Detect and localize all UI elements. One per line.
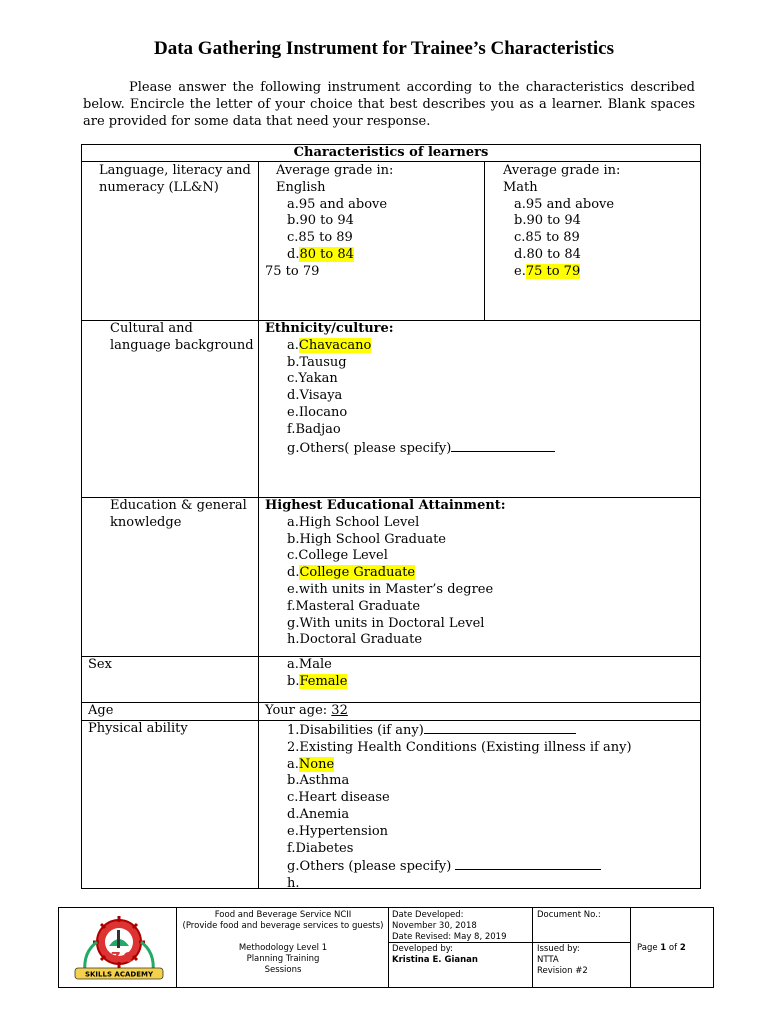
education-list: Highest Educational Attainment: a.High School Level b.High School Graduate c.College Level d.College Graduate e.with units in Master’s degree f.Masteral Graduate g.With units in Doctoral Level h.Doctoral Graduate	[265, 498, 506, 648]
specify-blank[interactable]	[451, 439, 555, 452]
sex-option-b[interactable]: b.Female	[287, 673, 348, 689]
table-header: Characteristics of learners	[293, 145, 489, 160]
ethnicity-option-c[interactable]: c.Yakan	[287, 371, 338, 387]
english-extra: 75 to 79	[265, 263, 320, 279]
ethnicity-option-a[interactable]: a.Chavacano	[287, 337, 372, 353]
intro-paragraph: Please answer the following instrument according to the characteristics described below. Encircle the letter of your choice that best describes you as a learner. Blank spaces are provided for some data that need your response.	[83, 80, 695, 129]
education-option-b[interactable]: b.High School Graduate	[287, 531, 447, 547]
logo-icon	[65, 912, 173, 984]
sex-option-a[interactable]: a.Male	[287, 657, 332, 672]
education-option-f[interactable]: f.Masteral Graduate	[287, 598, 421, 614]
page-title: Data Gathering Instrument for Trainee’s Characteristics	[154, 38, 614, 59]
physical-list	[265, 721, 632, 893]
selected-highlight: None	[298, 756, 335, 772]
age-value[interactable]: 32	[331, 703, 348, 718]
math-option-d[interactable]: d.80 to 84	[514, 246, 581, 262]
education-option-d[interactable]: d.College Graduate	[287, 565, 416, 581]
ethnicity-option-g[interactable]: g.Others( please specify)	[265, 439, 555, 458]
math-option-b[interactable]: b.90 to 94	[514, 213, 581, 229]
table-border	[81, 656, 701, 657]
disabilities-blank[interactable]	[424, 721, 576, 734]
ethnicity-list: Ethnicity/culture: a.Chavacano b.Tausug c.Yakan d.Visaya e.Ilocano f.Badjao g.Others( please specify)	[265, 321, 555, 457]
physical-item-2: 2.Existing Health Conditions (Existing illness if any)	[287, 739, 632, 755]
health-option-a[interactable]: a.None	[287, 756, 335, 772]
health-option-d[interactable]: d.Anemia	[287, 806, 350, 822]
table-column-divider	[484, 161, 485, 321]
sex-label: Sex	[88, 657, 112, 672]
sex-list	[265, 657, 347, 691]
math-option-c[interactable]: c.85 to 89	[514, 230, 580, 246]
selected-highlight: 75 to 79	[525, 263, 581, 279]
education-option-c[interactable]: c.College Level	[287, 548, 388, 564]
physical-item-1: 1.Disabilities (if any)	[265, 721, 632, 740]
document-info: Document No.: Issued by: NTTA Revision #2	[532, 908, 631, 987]
education-option-e[interactable]: e.with units in Master’s degree	[287, 581, 494, 597]
education-option-g[interactable]: g.With units in Doctoral Level	[287, 615, 485, 631]
llnl-label: Language, literacy and numeracy (LL&N)	[99, 163, 251, 195]
selected-highlight: College Graduate	[299, 565, 416, 581]
table-column-divider	[258, 161, 259, 889]
specify-blank[interactable]	[455, 857, 601, 870]
svg-text:SKILLS ACADEMY: SKILLS ACADEMY	[84, 970, 154, 979]
svg-text:Z: Z	[111, 951, 121, 966]
physical-label: Physical ability	[88, 721, 188, 736]
skills-academy-logo	[65, 912, 173, 984]
ethnicity-option-f[interactable]: f.Badjao	[287, 421, 341, 437]
svg-text:C: C	[123, 951, 133, 966]
table-border-left	[81, 144, 82, 889]
education-option-a[interactable]: a.High School Level	[287, 514, 420, 530]
math-option-e[interactable]: e.75 to 79	[514, 263, 581, 279]
health-option-f[interactable]: f.Diabetes	[287, 840, 354, 856]
age-field: Your age: 32	[265, 703, 348, 718]
math-option-a[interactable]: a.95 and above	[514, 196, 615, 212]
english-option-a[interactable]: a.95 and above	[287, 196, 388, 212]
age-label: Age	[88, 703, 114, 718]
english-option-b[interactable]: b.90 to 94	[287, 213, 354, 229]
english-grade-list: Average grade in: English a.95 and above b.90 to 94 c.85 to 89 d.80 to 84 75 to 79	[265, 163, 394, 279]
health-option-g[interactable]: g.Others (please specify)	[265, 857, 632, 876]
culture-label: Cultural and language background	[110, 321, 254, 353]
selected-highlight: Female	[299, 673, 348, 689]
health-option-h[interactable]: h.	[287, 876, 300, 892]
ethnicity-option-e[interactable]: e.Ilocano	[287, 404, 348, 420]
education-label: Education & general knowledge	[110, 498, 247, 530]
selected-highlight: 80 to 84	[299, 246, 354, 262]
selected-highlight: Chavacano	[298, 337, 372, 353]
health-option-e[interactable]: e.Hypertension	[287, 823, 389, 839]
page-number: Page 1 of 2	[630, 908, 714, 987]
health-option-c[interactable]: c.Heart disease	[287, 790, 390, 806]
education-option-h[interactable]: h.Doctoral Graduate	[287, 632, 423, 648]
course-info: Food and Beverage Service NCII (Provide food and beverage services to guests) Methodology Level 1 Planning Training Sessions	[176, 908, 389, 987]
ethnicity-option-d[interactable]: d.Visaya	[287, 388, 343, 404]
table-border	[81, 702, 701, 703]
ethnicity-option-b[interactable]: b.Tausug	[287, 354, 347, 370]
document-footer	[58, 907, 714, 988]
health-option-b[interactable]: b.Asthma	[287, 773, 350, 789]
date-info: Date Developed: November 30, 2018 Date Revised: May 8, 2019 Developed by: Kristina E. Gianan	[388, 908, 533, 987]
english-option-d[interactable]: d.80 to 84	[287, 246, 354, 262]
english-option-c[interactable]: c.85 to 89	[287, 230, 353, 246]
math-grade-list: Average grade in: Math a.95 and above b.90 to 94 c.85 to 89 d.80 to 84 e.75 to 79	[492, 163, 620, 281]
table-border-right	[700, 144, 701, 889]
